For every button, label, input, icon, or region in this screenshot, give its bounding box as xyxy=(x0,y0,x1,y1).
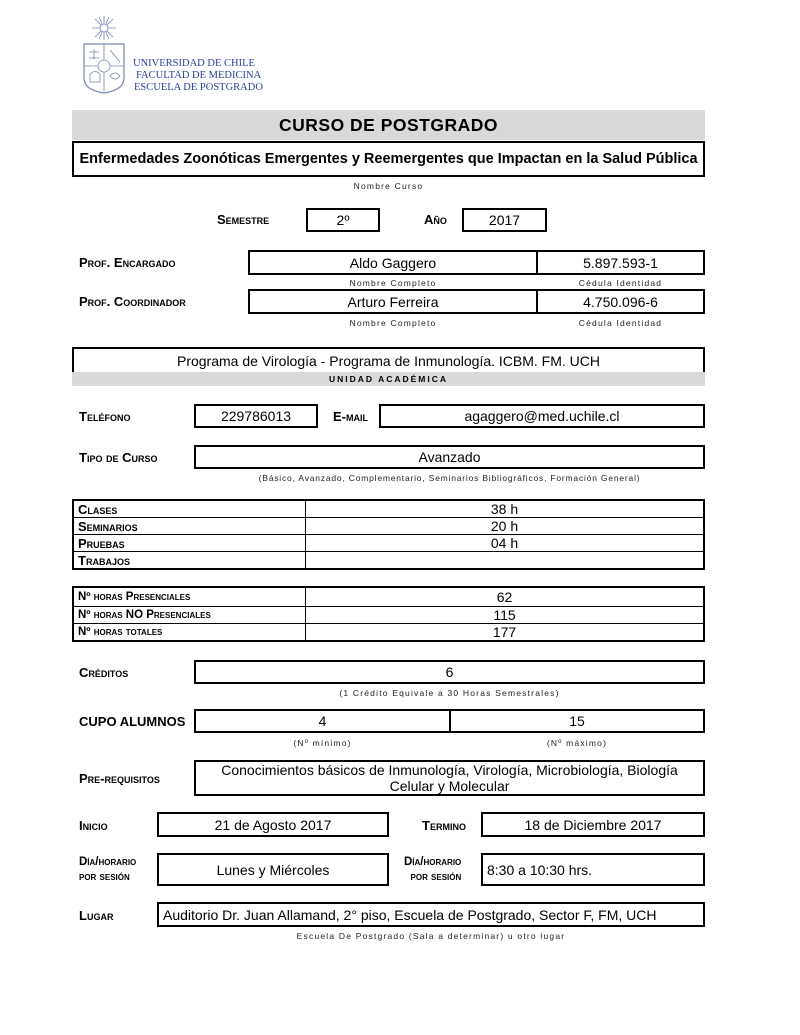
phone-label: Teléfono xyxy=(79,409,131,424)
schedule-label-line: Día/horario xyxy=(79,856,137,868)
hours-label: Pruebas xyxy=(73,535,306,552)
hours-value[interactable]: 177 xyxy=(306,624,705,642)
start-date-field[interactable]: 21 de Agosto 2017 xyxy=(157,812,389,837)
hours-label: Nº horas totales xyxy=(73,624,306,642)
course-name-field[interactable]: Enfermedades Zoonóticas Emergentes y Reemergentes que Impactan en la Salud Pública xyxy=(72,141,705,177)
prof-coordinador-name-field[interactable]: Arturo Ferreira xyxy=(248,289,538,314)
name-caption: Nombre Completo xyxy=(349,318,437,328)
school-name: ESCUELA DE POSTGRADO xyxy=(134,82,263,93)
phone-field[interactable]: 229786013 xyxy=(194,404,318,428)
prerequisites-field[interactable]: Conocimientos básicos de Inmunología, Virología, Microbiología, Biología Celular y Molecular xyxy=(194,760,705,796)
academic-unit-caption: UNIDAD ACADÉMICA xyxy=(72,372,705,386)
schedule-days-field[interactable]: Lunes y Miércoles xyxy=(157,853,389,886)
semester-field[interactable]: 2º xyxy=(306,208,380,232)
schedule-time-label xyxy=(404,855,461,885)
email-field[interactable]: agaggero@med.uchile.cl xyxy=(379,404,705,428)
prof-encargado-name-field[interactable]: Aldo Gaggero xyxy=(248,250,538,275)
capacity-max-caption: (Nº máximo) xyxy=(546,738,608,748)
table-row xyxy=(73,535,704,552)
table-row xyxy=(73,518,704,535)
table-row xyxy=(73,500,704,518)
capacity-min-field[interactable]: 4 xyxy=(194,709,451,733)
email-label: E-mail xyxy=(333,409,368,424)
hours-value[interactable]: 38 h xyxy=(306,500,705,518)
hours-label: Trabajos xyxy=(73,552,306,570)
total-hours-table xyxy=(72,586,705,642)
faculty-name: FACULTAD DE MEDICINA xyxy=(136,70,262,81)
hours-value[interactable]: 20 h xyxy=(306,518,705,535)
start-date-label: Inicio xyxy=(79,818,108,833)
semester-label: Semestre xyxy=(217,212,270,227)
prerequisites-label: Pre-requisitos xyxy=(79,771,160,786)
location-caption: Escuela De Postgrado (Sala a determinar) u otro lugar xyxy=(296,931,566,941)
prof-encargado-id-field[interactable]: 5.897.593-1 xyxy=(536,250,705,275)
institution-name xyxy=(133,58,263,94)
course-name-caption: Nombre Curso xyxy=(353,181,424,191)
page-title: CURSO DE POSTGRADO xyxy=(72,110,705,140)
hours-value[interactable]: 115 xyxy=(306,607,705,624)
course-type-label: Tipo de Curso xyxy=(79,450,158,465)
credits-field[interactable]: 6 xyxy=(194,660,705,684)
location-label: Lugar xyxy=(79,908,114,923)
hours-label: Clases xyxy=(73,500,306,518)
table-row xyxy=(73,624,704,642)
hours-value[interactable] xyxy=(306,552,705,570)
end-date-field[interactable]: 18 de Diciembre 2017 xyxy=(481,812,705,837)
course-type-caption: (Básico, Avanzado, Complementario, Seminarios Bibliográficos, Formación General) xyxy=(258,473,641,483)
university-name: UNIVERSIDAD DE CHILE xyxy=(133,58,255,69)
schedule-days-label xyxy=(79,855,136,885)
location-field[interactable]: Auditorio Dr. Juan Allamand, 2° piso, Escuela de Postgrado, Sector F, FM, UCH xyxy=(157,902,705,927)
year-field[interactable]: 2017 xyxy=(462,208,547,232)
table-row xyxy=(73,587,704,607)
prof-coordinador-label: Prof. Coordinador xyxy=(79,294,186,309)
hours-value[interactable]: 62 xyxy=(306,587,705,607)
capacity-label: CUPO ALUMNOS xyxy=(79,714,186,729)
prof-coordinador-id-field[interactable]: 4.750.096-6 xyxy=(536,289,705,314)
id-caption: Cédula Identidad xyxy=(578,318,663,328)
hours-label: Nº horas Presenciales xyxy=(73,587,306,607)
course-type-field[interactable]: Avanzado xyxy=(194,445,705,469)
capacity-min-caption: (Nº mínimo) xyxy=(293,738,352,748)
hours-label: Seminarios xyxy=(73,518,306,535)
table-row xyxy=(73,552,704,570)
academic-unit-field[interactable]: Programa de Virología - Programa de Inmunología. ICBM. FM. UCH xyxy=(72,347,705,374)
table-row xyxy=(73,607,704,624)
capacity-max-field[interactable]: 15 xyxy=(449,709,705,733)
schedule-time-field[interactable]: 8:30 a 10:30 hrs. xyxy=(481,853,705,886)
end-date-label: Termino xyxy=(422,818,466,833)
university-crest-icon xyxy=(80,14,128,94)
credits-caption: (1 Crédito Equivale a 30 Horas Semestrales) xyxy=(339,688,560,698)
prof-encargado-label: Prof. Encargado xyxy=(79,255,176,270)
credits-label: Créditos xyxy=(79,665,129,680)
name-caption: Nombre Completo xyxy=(349,278,437,288)
activity-hours-table xyxy=(72,499,705,570)
id-caption: Cédula Identidad xyxy=(578,278,663,288)
schedule-label-line: por sesión xyxy=(79,871,130,883)
schedule-label-line: por sesión xyxy=(410,871,462,883)
hours-label: Nº horas NO Presenciales xyxy=(73,607,306,624)
hours-value[interactable]: 04 h xyxy=(306,535,705,552)
schedule-label-line: Día/horario xyxy=(404,856,462,868)
year-label: Año xyxy=(424,212,447,227)
